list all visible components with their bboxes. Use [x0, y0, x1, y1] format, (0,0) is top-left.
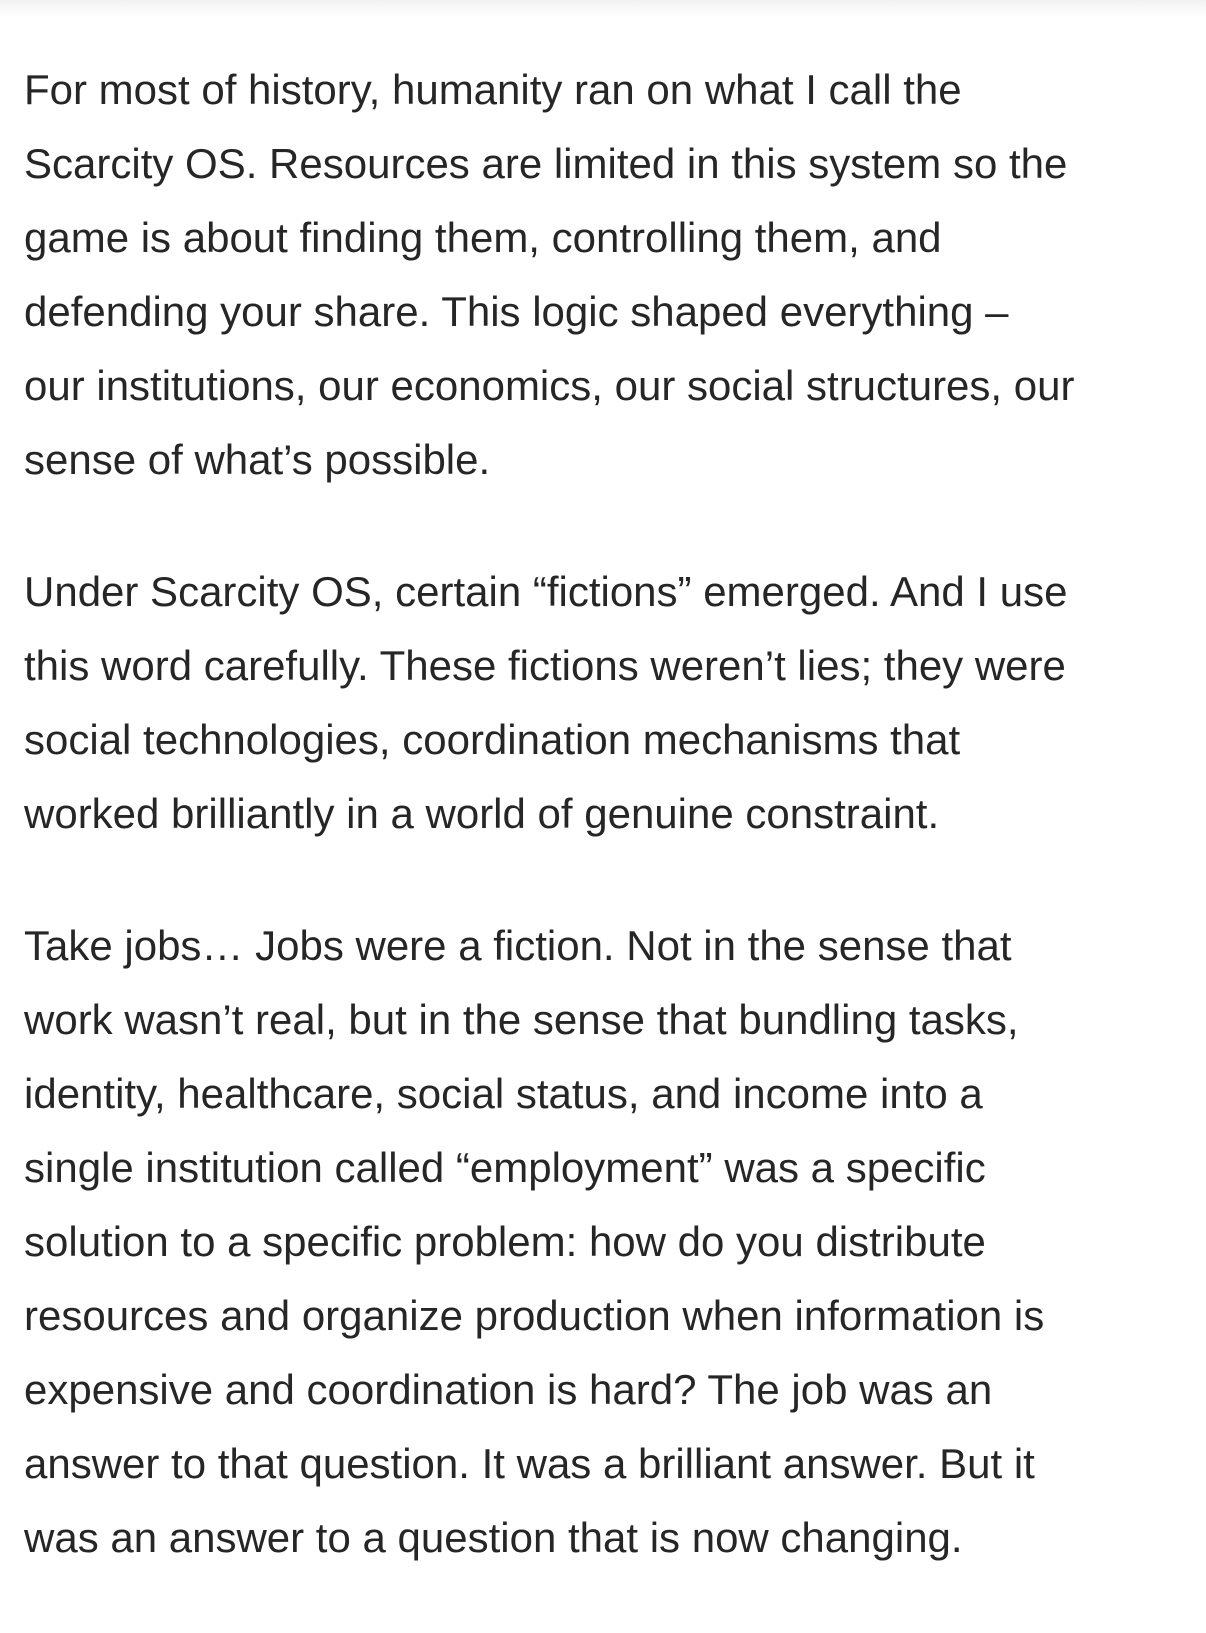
text-line: social technologies, coordination mechanisms that	[24, 716, 961, 763]
text-line: Scarcity OS. Resources are limited in this system so the	[24, 140, 1068, 187]
text-line: identity, healthcare, social status, and income into a	[24, 1070, 983, 1117]
text-line: Take jobs… Jobs were a fiction. Not in the sense that	[24, 922, 1012, 969]
text-line: this word carefully. These fictions weren’t lies; they were	[24, 642, 1066, 689]
text-line: game is about finding them, controlling them, and	[24, 214, 942, 261]
text-line: resources and organize production when information is	[24, 1292, 1045, 1339]
text-line: our institutions, our economics, our social structures, our	[24, 362, 1075, 409]
paragraph-fictions	[24, 555, 1184, 851]
text-line: defending your share. This logic shaped everything –	[24, 288, 1009, 335]
text-line: worked brilliantly in a world of genuine constraint.	[24, 790, 940, 837]
text-line: sense of what’s possible.	[24, 436, 491, 483]
article-body	[24, 53, 1184, 1633]
paragraph-scarcity-os	[24, 53, 1184, 497]
text-line: answer to that question. It was a brilliant answer. But it	[24, 1440, 1035, 1487]
text-line: For most of history, humanity ran on what I call the	[24, 66, 962, 113]
text-line: was an answer to a question that is now changing.	[24, 1514, 963, 1561]
text-line: single institution called “employment” was a specific	[24, 1144, 986, 1191]
top-edge-shadow	[0, 0, 1206, 18]
text-line: solution to a specific problem: how do you distribute	[24, 1218, 986, 1265]
paragraph-jobs	[24, 909, 1184, 1575]
text-line: work wasn’t real, but in the sense that bundling tasks,	[24, 996, 1019, 1043]
text-line: expensive and coordination is hard? The job was an	[24, 1366, 993, 1413]
text-line: Under Scarcity OS, certain “fictions” emerged. And I use	[24, 568, 1068, 615]
